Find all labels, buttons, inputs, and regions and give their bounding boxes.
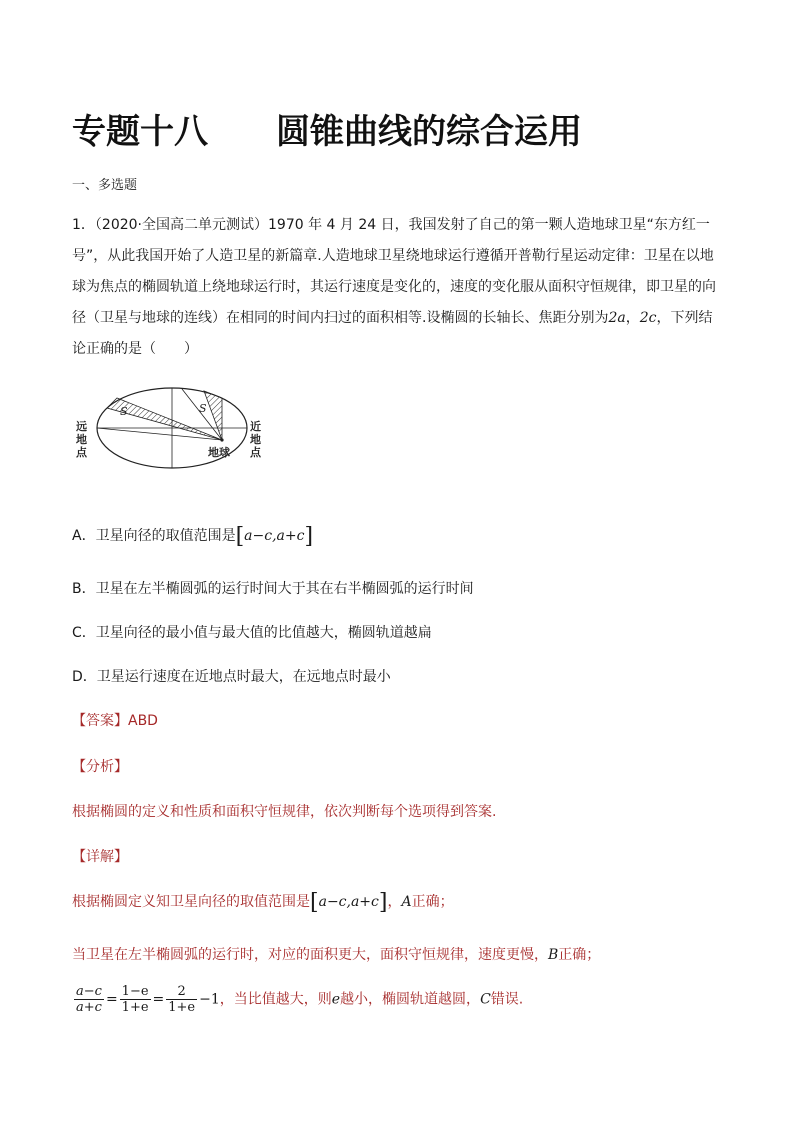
question-source: （2020·全国高二单元测试） [94,217,269,233]
var-c: C [480,991,491,1008]
answer-tag: 【答案】 [72,713,128,729]
question-number: 1． [72,217,95,233]
option-a-text: A．卫星向径的取值范围是 [72,528,236,544]
sector-label-s1: S [120,405,128,418]
var-2c: 2c [639,310,657,326]
earth-point [220,438,223,441]
fraction-1-den: a+c [76,1000,102,1015]
question-body-2: ，下列结论正确的是（ ） [72,310,713,357]
detail-line-3-text-3: 错误. [490,991,524,1008]
question-sep: ， [625,310,640,326]
label-far-point: 远地点 [76,420,87,459]
question-body-1: 1970 年 4 月 24 日，我国发射了自己的第一颗人造地球卫星“东方红一号”，从此我国开始了人造卫星的新篇章.人造地球卫星绕地球运行遵循开普勒行星运动定律：卫星在以地球为焦点的椭圆轨道上绕地球运行时，其运行速度是变化的，速度的变化服从面积守恒规律，即卫星的向径（卫星与地球的连线）在相同的时间内扫过的面积相等.设椭圆的长轴长、焦距分别为 [72,217,716,326]
detail-line-3-text-2: 越小，椭圆轨道越圆， [340,991,481,1008]
sector-right [204,391,222,440]
equals-1: = [105,991,118,1008]
option-b: B．卫星在左半椭圆弧的运行时间大于其在右半椭圆弧的运行时间 [72,581,474,597]
analysis-tag: 【分析】 [72,759,128,775]
detail-line-1-suffix: 正确； [411,894,454,910]
equals-2: = [152,991,165,1008]
option-a-math: a−c,a+c [244,528,305,544]
fraction-2-num: 1−e [121,984,149,999]
detail-line-2-suffix: 正确； [558,947,601,963]
bracket-close: ] [378,890,388,915]
detail-tag: 【详解】 [72,849,128,865]
sector-label-s2: S [199,402,207,415]
detail-line-2-text: 当卫星在左半椭圆弧的运行时，对应的面积更大，面积守恒规律，速度更慢， [72,947,548,963]
orbit-figure [72,380,272,490]
answer-line [72,710,158,730]
fraction-2 [120,984,151,1015]
fraction-3-num: 2 [166,984,197,1000]
detail-line-3-text-1: ，当比值越大，则 [219,991,332,1008]
fraction-1-num: a−c [76,984,102,999]
section-heading: 一、多选题 [72,178,138,193]
var-a: A [401,894,412,910]
bracket-open: [ [310,890,319,915]
detail-line-1 [72,890,454,915]
detail-line-1-math: a−c,a+c [318,894,379,910]
fraction-3 [166,984,197,1015]
comma: ， [387,894,402,910]
detail-line-2 [72,944,600,964]
var-b: B [548,947,559,963]
bracket-close: ] [304,524,314,549]
label-earth: 地球 [208,446,230,459]
detail-line-1-text: 根据椭圆定义知卫星向径的取值范围是 [72,894,310,910]
answer-value: ABD [128,713,158,729]
fraction-2-den: 1+e [121,1000,149,1015]
question-text [72,210,724,365]
detail-line-3 [72,984,523,1015]
bracket-open: [ [235,524,245,549]
option-a [72,524,313,549]
var-e: e [331,991,341,1008]
minus-one: −1 [199,991,220,1008]
option-c: C．卫星向径的最小值与最大值的比值越大，椭圆轨道越扁 [72,625,432,641]
analysis-text: 根据椭圆的定义和性质和面积守恒规律，依次判断每个选项得到答案. [72,804,497,820]
option-d: D．卫星运行速度在近地点时最大，在远地点时最小 [72,669,391,685]
fraction-3-den: 1+e [168,1000,196,1015]
page-title: 专题十八 圆锥曲线的综合运用 [72,112,582,152]
var-2a: 2a [608,310,626,326]
fraction-1 [74,984,104,1015]
label-near-point: 近地点 [250,420,261,459]
